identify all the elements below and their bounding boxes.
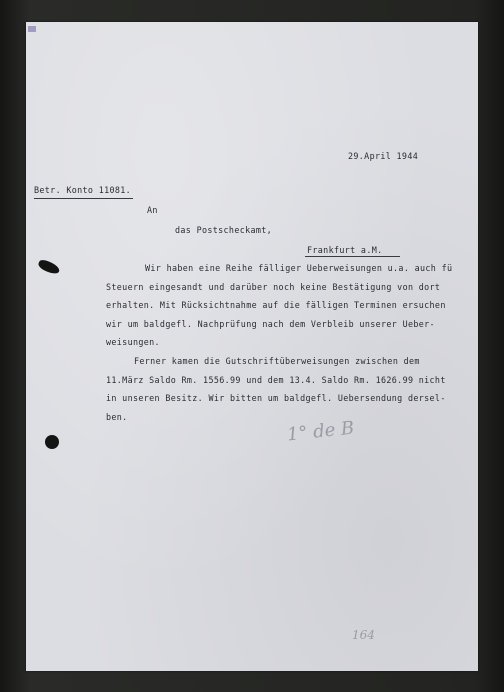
reference-line: Betr. Konto 11081.: [34, 185, 132, 195]
handwritten-note: 1° de B: [286, 417, 356, 446]
recipient-name: das Postscheckamt,: [175, 225, 273, 235]
paragraph-1-line: wir um baldgefl. Nachprüfung nach dem Verbleib unserer Ueber-: [106, 319, 435, 329]
paragraph-2-line: in unseren Besitz. Wir bitten um baldgefl. Uebersendung dersel-: [106, 393, 446, 403]
paragraph-2-line: Ferner kamen die Gutschriftüberweisungen zwischen dem: [134, 356, 420, 366]
letter-page: [26, 22, 478, 671]
page-number: 164: [352, 628, 375, 642]
paragraph-1-line: Wir haben eine Reihe fälliger Ueberweisungen u.a. auch fü: [145, 263, 453, 273]
reference-underline: [34, 198, 133, 199]
punch-hole: [45, 435, 59, 449]
paragraph-1-line: erhalten. Mit Rücksichtnahme auf die fälligen Terminen ersuchen: [106, 300, 446, 310]
recipient-prefix: An: [147, 205, 158, 215]
paragraph-2-line: 11.März Saldo Rm. 1556.99 und dem 13.4. Saldo Rm. 1626.99 nicht: [106, 375, 446, 385]
city-underline: [305, 256, 400, 257]
paragraph-1-line: Steuern eingesandt und darüber noch keine Bestätigung von dort: [106, 282, 441, 292]
paragraph-2-line: ben.: [106, 412, 128, 422]
paragraph-1-line: weisungen.: [106, 337, 160, 347]
corner-mark: [28, 26, 36, 32]
recipient-city: Frankfurt a.M.: [307, 245, 383, 255]
letter-date: 29.April 1944: [348, 151, 419, 161]
